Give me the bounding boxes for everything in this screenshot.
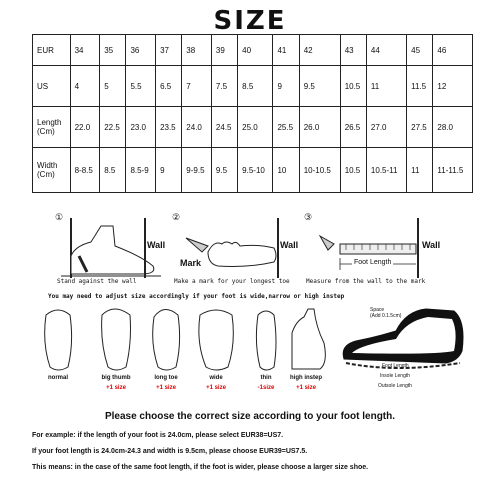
- table-cell: 9.5-10: [238, 148, 273, 193]
- headline: Please choose the correct size according to your foot length.: [104, 411, 396, 422]
- foot-adjust: +1 size: [206, 385, 226, 391]
- table-cell: 8.5: [238, 66, 273, 107]
- foot-long-toe-icon: [146, 303, 186, 373]
- table-cell: 9: [273, 66, 299, 107]
- wall-label: Wall: [280, 240, 299, 250]
- table-cell: 38: [182, 35, 212, 66]
- table-cell: 9: [156, 148, 182, 193]
- wall-label: Wall: [147, 240, 166, 250]
- foot-adjust: +1 size: [156, 385, 176, 391]
- foot-top-view-illustration: [178, 216, 288, 282]
- table-cell: 41: [273, 35, 299, 66]
- table-cell: 37: [156, 35, 182, 66]
- table-cell: 44: [366, 35, 406, 66]
- table-cell: 8-8.5: [70, 148, 100, 193]
- size-chart-table: [32, 34, 473, 193]
- table-cell: 10.5-11: [366, 148, 406, 193]
- foot-types-row: [30, 303, 470, 403]
- step-number: ③: [304, 212, 313, 222]
- table-cell: 22.5: [100, 107, 126, 148]
- table-cell: 23.5: [156, 107, 182, 148]
- page-title: SIZE: [213, 6, 287, 36]
- table-cell: 42: [299, 35, 340, 66]
- table-cell: 23.0: [126, 107, 156, 148]
- foot-thin-icon: [246, 303, 286, 373]
- example-2: If your foot length is 24.0cm-24.3 and width is 9.5cm, please choose EUR39=US7.5.: [32, 448, 308, 455]
- table-cell: 27.0: [366, 107, 406, 148]
- foot-big-thumb-icon: [96, 303, 136, 373]
- table-cell: 36: [126, 35, 156, 66]
- table-cell: 25.5: [273, 107, 299, 148]
- table-cell: 28.0: [433, 107, 473, 148]
- table-cell: 11.5: [407, 66, 433, 107]
- table-cell: 11: [407, 148, 433, 193]
- table-cell: 6.5: [156, 66, 182, 107]
- ruler-illustration: [310, 216, 430, 282]
- mark-label: Mark: [180, 258, 202, 268]
- table-row-eur: [33, 35, 473, 66]
- foot-label: normal: [47, 375, 68, 381]
- table-cell: 24.5: [211, 107, 237, 148]
- table-cell: 8.5: [100, 148, 126, 193]
- table-cell: 11: [366, 66, 406, 107]
- wall-label: Wall: [422, 240, 441, 250]
- table-cell: 40: [238, 35, 273, 66]
- table-cell: 10.5: [340, 66, 366, 107]
- foot-label: high instep: [290, 375, 322, 381]
- table-cell: 10.5: [340, 148, 366, 193]
- step-number: ②: [172, 212, 181, 222]
- foot-type-long-toe: [146, 303, 186, 391]
- foot-type-high-instep: [286, 303, 326, 391]
- foot-label: thin: [260, 375, 272, 381]
- table-cell: 35: [100, 35, 126, 66]
- table-cell: 46: [433, 35, 473, 66]
- foot-wide-icon: [196, 303, 236, 373]
- foot-type-wide: [196, 303, 236, 391]
- table-cell: 25.0: [238, 107, 273, 148]
- table-cell: 45: [407, 35, 433, 66]
- example-1: For example: if the length of your foot is 24.0cm, please select EUR38=US7.: [32, 432, 284, 439]
- table-cell: 5: [100, 66, 126, 107]
- foot-adjust: +1 size: [106, 385, 126, 391]
- table-cell: 26.5: [340, 107, 366, 148]
- row-label: EUR: [33, 35, 71, 66]
- table-row-length: [33, 107, 473, 148]
- row-label: Width (Cm): [33, 148, 71, 193]
- step-caption: Measure from the wall to the mark: [306, 278, 426, 285]
- foot-length-label: Foot Length: [382, 363, 409, 369]
- table-cell: 22.0: [70, 107, 100, 148]
- foot-normal-icon: [38, 303, 78, 373]
- table-cell: 26.0: [299, 107, 340, 148]
- outsole-length-label: Outsole Length: [378, 383, 412, 389]
- foot-type-thin: [246, 303, 286, 391]
- table-cell: 24.0: [182, 107, 212, 148]
- step-caption: Stand against the wall: [57, 278, 137, 285]
- step-3: [304, 210, 469, 290]
- example-3: This means: in the case of the same foot length, if the foot is wider, please choose a larger size shoe.: [32, 464, 369, 471]
- foot-label: long toe: [154, 375, 178, 381]
- foot-length-label: Foot Length: [354, 259, 392, 266]
- table-cell: 43: [340, 35, 366, 66]
- table-cell: 9.5: [299, 66, 340, 107]
- table-cell: 11-11.5: [433, 148, 473, 193]
- foot-label: big thumb: [101, 375, 131, 381]
- table-cell: 9.5: [211, 148, 237, 193]
- measure-steps: [0, 210, 500, 290]
- table-cell: 4: [70, 66, 100, 107]
- foot-label: wide: [209, 375, 223, 381]
- table-cell: 39: [211, 35, 237, 66]
- adjust-note: You may need to adjust size accordingly if your foot is wide,narrow or high instep: [48, 293, 345, 300]
- shoe-diagram: [336, 301, 468, 397]
- foot-type-big-thumb: [96, 303, 136, 391]
- table-cell: 10-10.5: [299, 148, 340, 193]
- table-cell: 12: [433, 66, 473, 107]
- space-label: Space (Add 0.1.5cm): [370, 307, 402, 319]
- step-number: ①: [55, 212, 64, 222]
- foot-high-instep-icon: [286, 303, 326, 373]
- row-label: Length (Cm): [33, 107, 71, 148]
- table-row-width: [33, 148, 473, 193]
- table-cell: 27.5: [407, 107, 433, 148]
- foot-adjust: -1size: [257, 385, 275, 391]
- foot-adjust: +1 size: [296, 385, 316, 391]
- table-cell: 7: [182, 66, 212, 107]
- table-cell: 5.5: [126, 66, 156, 107]
- insole-length-label: Insole Length: [380, 373, 411, 379]
- row-label: US: [33, 66, 71, 107]
- table-cell: 10: [273, 148, 299, 193]
- table-cell: 8.5-9: [126, 148, 156, 193]
- step-caption: Make a mark for your longest toe: [174, 278, 290, 285]
- table-cell: 7.5: [211, 66, 237, 107]
- table-row-us: [33, 66, 473, 107]
- foot-type-normal: [38, 303, 78, 383]
- table-cell: 34: [70, 35, 100, 66]
- table-cell: 9-9.5: [182, 148, 212, 193]
